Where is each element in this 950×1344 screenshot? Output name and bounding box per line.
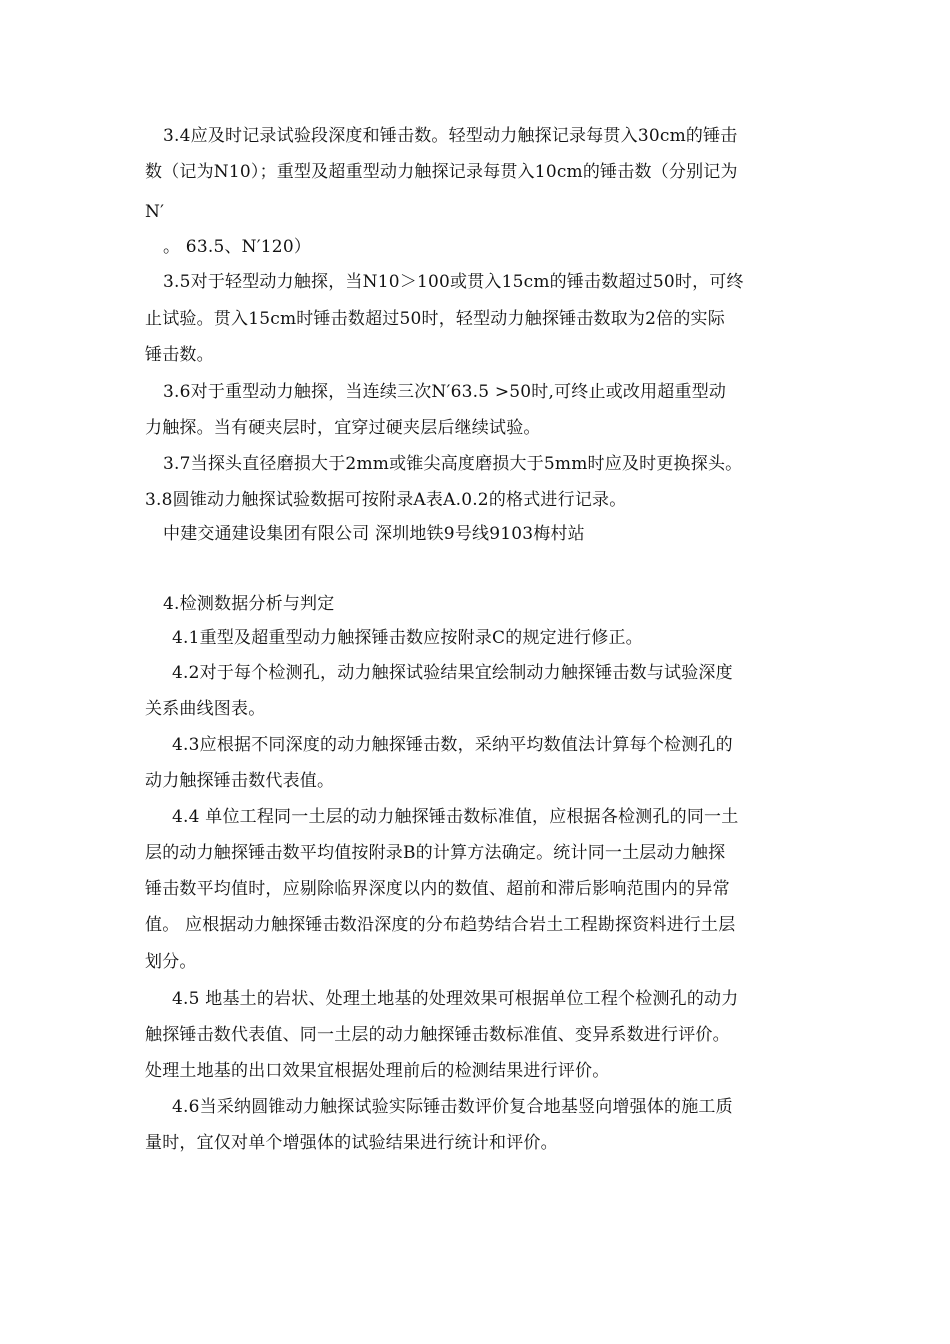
text-line: 层的动力触探锤击数平均值按附录B的计算方法确定。统计同一土层动力触探 [145,843,726,863]
text-line: 3.7当探头直径磨损大于2mm或锥尖高度磨损大于5mm时应及时更换探头。 [163,454,743,474]
text-line: 锤击数。 [145,345,214,365]
text-line: 关系曲线图表。 [145,699,266,719]
text-line: N′ [145,202,165,222]
text-line: 止试验。贯入15cm时锤击数超过50时，轻型动力触探锤击数取为2倍的实际 [145,309,725,329]
text-line: 中建交通建设集团有限公司 深圳地铁9号线9103梅村站 [163,524,585,544]
text-line: 数（记为N10）；重型及超重型动力触探记录每贯入10cm的锤击数（分别记为 [145,162,738,182]
text-line: 4.4 单位工程同一土层的动力触探锤击数标准值，应根据各检测孔的同一土 [172,807,739,827]
text-line: 处理土地基的出口效果宜根据处理前后的检测结果进行评价。 [145,1061,610,1081]
text-line: 力触探。当有硬夹层时，宜穿过硬夹层后继续试验。 [145,418,541,438]
text-line: 划分。 [145,952,197,972]
text-line: 值。 应根据动力触探锤击数沿深度的分布趋势结合岩土工程勘探资料进行土层 [145,915,736,935]
text-line: 动力触探锤击数代表值。 [145,771,335,791]
text-line: 。 63.5、N′120） [163,237,312,257]
text-line: 3.5对于轻型动力触探，当N10＞100或贯入15cm的锤击数超过50时，可终 [163,272,744,292]
text-line: 3.6对于重型动力触探，当连续三次N′63.5 >50时,可终止或改用超重型动 [163,382,727,402]
text-line: 量时，宜仅对单个增强体的试验结果进行统计和评价。 [145,1133,558,1153]
text-line: 锤击数平均值时，应剔除临界深度以内的数值、超前和滞后影响范围内的异常 [145,879,730,899]
text-line: 触探锤击数代表值、同一土层的动力触探锤击数标准值、变异系数进行评价。 [145,1025,730,1045]
text-line: 4.1重型及超重型动力触探锤击数应按附录C的规定进行修正。 [172,628,643,648]
text-line: 4.5 地基土的岩状、处理土地基的处理效果可根据单位工程个检测孔的动力 [172,989,739,1009]
text-line: 4.6当采纳圆锥动力触探试验实际锤击数评价复合地基竖向增强体的施工质 [172,1097,733,1117]
text-line: 4.2对于每个检测孔，动力触探试验结果宜绘制动力触探锤击数与试验深度 [172,663,733,683]
section-heading: 4.检测数据分析与判定 [163,594,335,614]
text-line: 3.4应及时记录试验段深度和锤击数。轻型动力触探记录每贯入30cm的锤击 [163,126,738,146]
text-line: 3.8圆锥动力触探试验数据可按附录A表A.0.2的格式进行记录。 [145,490,627,510]
text-line: 4.3应根据不同深度的动力触探锤击数，采纳平均数值法计算每个检测孔的 [172,735,733,755]
